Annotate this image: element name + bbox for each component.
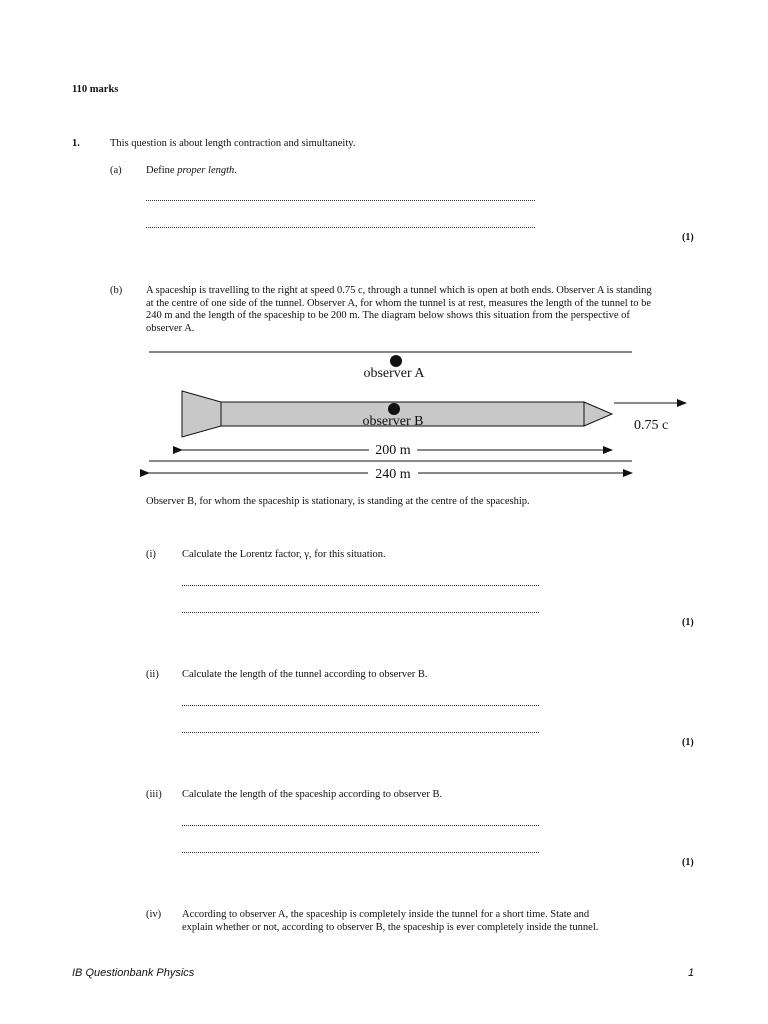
answer-line[interactable] xyxy=(182,585,539,586)
sub-iv-line2: explain whether or not, according to observer B, the spaceship is ever completely inside the tunnel. xyxy=(182,922,599,933)
total-marks: 110 marks xyxy=(72,84,119,95)
sub-i-label: (i) xyxy=(146,549,156,560)
sub-iii-marks: (1) xyxy=(682,857,694,868)
answer-line[interactable] xyxy=(182,612,539,613)
sub-iii-text: Calculate the length of the spaceship according to observer B. xyxy=(182,789,443,800)
answer-line[interactable] xyxy=(182,852,539,853)
part-b-after-diagram: Observer B, for whom the spaceship is stationary, is standing at the centre of the spaceship. xyxy=(146,496,530,507)
part-b-label: (b) xyxy=(110,285,123,296)
observer-b-label: observer B xyxy=(362,414,424,429)
answer-line[interactable] xyxy=(182,705,539,706)
part-a-marks: (1) xyxy=(682,232,694,243)
sub-ii-label: (ii) xyxy=(146,669,159,680)
observer-a-label: observer A xyxy=(363,366,425,381)
ship-length-label: 200 m xyxy=(375,443,411,458)
spaceship-nose xyxy=(584,402,612,426)
sub-i-marks: (1) xyxy=(682,617,694,628)
part-a-suffix: . xyxy=(234,165,237,176)
answer-line[interactable] xyxy=(146,227,535,228)
question-intro: This question is about length contraction and simultaneity. xyxy=(110,138,356,149)
footer-source: IB Questionbank Physics xyxy=(72,967,195,979)
part-a-prompt xyxy=(146,165,237,176)
part-a-prefix: Define xyxy=(146,165,178,176)
page-number: 1 xyxy=(688,967,695,979)
part-b-text: A spaceship is travelling to the right at speed 0.75 c, through a tunnel which is open at both ends. Observer A is standing at the centre of one side of the tunnel. Observer A, for whom the tunnel is at rest, measures the length of the tunnel to be 240 m and the length of the spaceship to be 200 m. The diagram below shows this situation from the perspective of observer A. xyxy=(146,285,652,334)
speed-label: 0.75 c xyxy=(634,418,669,433)
answer-line[interactable] xyxy=(182,732,539,733)
sub-iv-label: (iv) xyxy=(146,909,162,920)
sub-iii-label: (iii) xyxy=(146,789,162,800)
part-a-term: proper length xyxy=(177,165,235,176)
tunnel-length-label: 240 m xyxy=(375,467,411,482)
tunnel-spaceship-diagram xyxy=(140,345,700,485)
question-number: 1. xyxy=(72,138,80,149)
sub-i-text: Calculate the Lorentz factor, γ, for this situation. xyxy=(182,549,386,560)
sub-iv-line1: According to observer A, the spaceship is completely inside the tunnel for a short time. State and xyxy=(182,909,590,920)
sub-ii-text: Calculate the length of the tunnel according to observer B. xyxy=(182,669,428,680)
spaceship-tail xyxy=(182,391,221,437)
sub-ii-marks: (1) xyxy=(682,737,694,748)
part-a-label: (a) xyxy=(110,165,122,176)
answer-line[interactable] xyxy=(146,200,535,201)
answer-line[interactable] xyxy=(182,825,539,826)
